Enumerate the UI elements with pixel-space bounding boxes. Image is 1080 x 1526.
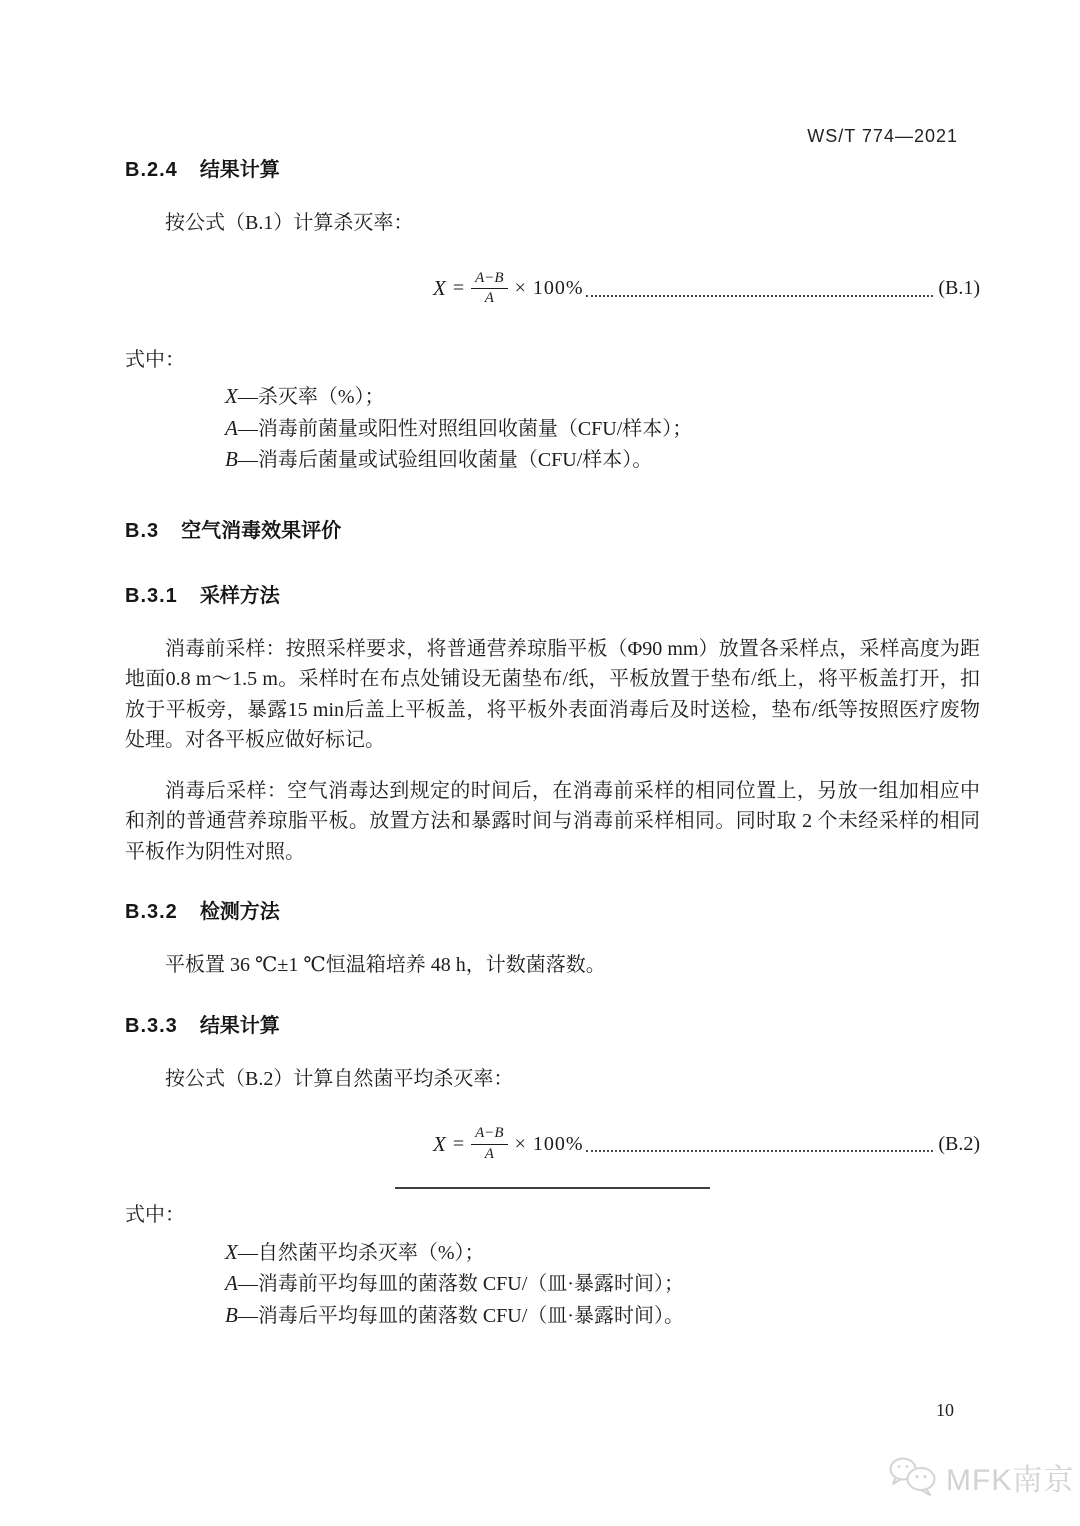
where-list-b1 xyxy=(125,381,980,476)
where-item xyxy=(125,1268,980,1300)
where-var: A xyxy=(225,415,238,440)
wechat-icon xyxy=(888,1456,940,1498)
where-list-b2 xyxy=(125,1237,980,1332)
formula-multiplier: × 100% xyxy=(514,1132,584,1155)
section-title: 空气消毒效果评价 xyxy=(181,519,342,542)
formula-label: (B.1) xyxy=(938,277,980,299)
paragraph-sampling-before: 消毒前采样：按照采样要求，将普通营养琼脂平板（Φ90 mm）放置各采样点，采样高度为距地面0.8 m～1.5 m。采样时在布点处铺设无菌垫布/纸，平板放置于垫布/纸上，将平板盖打开，扣放于平板旁，暴露15 min后盖上平板盖，将平板外表面消毒后及时送检，垫布/纸等按照医疗废物处理。对各平板应做好标记。 xyxy=(125,637,980,751)
where-desc: —自然菌平均杀灭率（%）； xyxy=(237,1241,485,1264)
section-heading-b31 xyxy=(125,579,980,608)
section-title: 结果计算 xyxy=(199,1014,280,1037)
where-item xyxy=(125,381,980,413)
where-desc: —消毒后平均每皿的菌落数 CFU/（皿·暴露时间）。 xyxy=(237,1304,684,1327)
paragraph-b33-intro: 按公式（B.2）计算自然菌平均杀灭率： xyxy=(165,1067,514,1090)
formula-b2 xyxy=(125,1118,980,1170)
section-title: 检测方法 xyxy=(199,901,280,923)
section-heading-b3 xyxy=(125,514,980,543)
where-desc: —消毒前菌量或阳性对照组回收菌量（CFU/样本）； xyxy=(237,417,693,440)
formula-multiplier: × 100% xyxy=(514,277,584,299)
formula-lhs: X xyxy=(433,276,446,300)
where-var: B xyxy=(225,447,238,471)
fraction-numerator: A−B xyxy=(471,270,507,289)
where-var: B xyxy=(225,1302,238,1327)
formula-label: (B.2) xyxy=(938,1132,980,1155)
equals-sign: = xyxy=(452,1132,465,1155)
section-heading-b32 xyxy=(125,895,980,924)
fraction-denominator: A xyxy=(484,290,494,306)
section-number: B.3.3 xyxy=(125,1014,178,1037)
fraction xyxy=(471,1125,507,1163)
section-number: B.3.2 xyxy=(125,901,178,923)
formula-expression xyxy=(433,1125,584,1163)
where-item xyxy=(125,1300,980,1332)
where-item xyxy=(125,1237,980,1269)
where-desc: —消毒后菌量或试验组回收菌量（CFU/样本）。 xyxy=(237,449,653,471)
paragraph-sampling-after: 消毒后采样：空气消毒达到规定的时间后，在消毒前采样的相同位置上，另放一组加相应中和剂的普通营养琼脂平板。放置方法和暴露时间与消毒前采样相同。同时取 2 个未经采样的相同平板作为阴性对照。 xyxy=(125,779,980,863)
document-end-rule xyxy=(395,1187,710,1189)
where-label: 式中： xyxy=(125,348,185,371)
where-var: X xyxy=(225,1239,238,1264)
section-title: 采样方法 xyxy=(199,584,280,607)
running-header: WS/T 774—2021 xyxy=(807,126,958,146)
where-var: A xyxy=(225,1271,238,1295)
page-content xyxy=(125,0,980,1331)
section-number: B.3 xyxy=(125,519,160,542)
watermark xyxy=(888,1455,1074,1499)
formula-lhs: X xyxy=(433,1131,446,1156)
where-item xyxy=(125,444,980,476)
dot-leader xyxy=(586,295,934,297)
section-heading-b24 xyxy=(125,153,980,182)
section-number: B.3.1 xyxy=(125,584,178,607)
section-title: 结果计算 xyxy=(199,159,280,181)
fraction-numerator: A−B xyxy=(471,1125,507,1144)
section-heading-b33 xyxy=(125,1009,980,1038)
where-desc: —消毒前平均每皿的菌落数 CFU/（皿·暴露时间）； xyxy=(237,1273,684,1295)
where-item xyxy=(125,413,980,445)
paragraph-detection-method: 平板置 36 ℃±1 ℃恒温箱培养 48 h，计数菌落数。 xyxy=(165,954,606,976)
where-desc: —杀灭率（%）； xyxy=(237,386,385,408)
equals-sign: = xyxy=(452,277,465,299)
page-number: 10 xyxy=(936,1400,954,1420)
formula-expression xyxy=(433,270,584,308)
where-var: X xyxy=(225,384,238,408)
paragraph-b24-intro: 按公式（B.1）计算杀灭率： xyxy=(165,212,414,234)
where-label: 式中： xyxy=(125,1204,185,1226)
section-number: B.2.4 xyxy=(125,159,178,181)
watermark-text: MFK南京 xyxy=(946,1464,1075,1497)
fraction xyxy=(471,270,507,308)
formula-b1 xyxy=(125,263,980,315)
dot-leader xyxy=(586,1150,934,1152)
fraction-denominator: A xyxy=(484,1145,494,1162)
